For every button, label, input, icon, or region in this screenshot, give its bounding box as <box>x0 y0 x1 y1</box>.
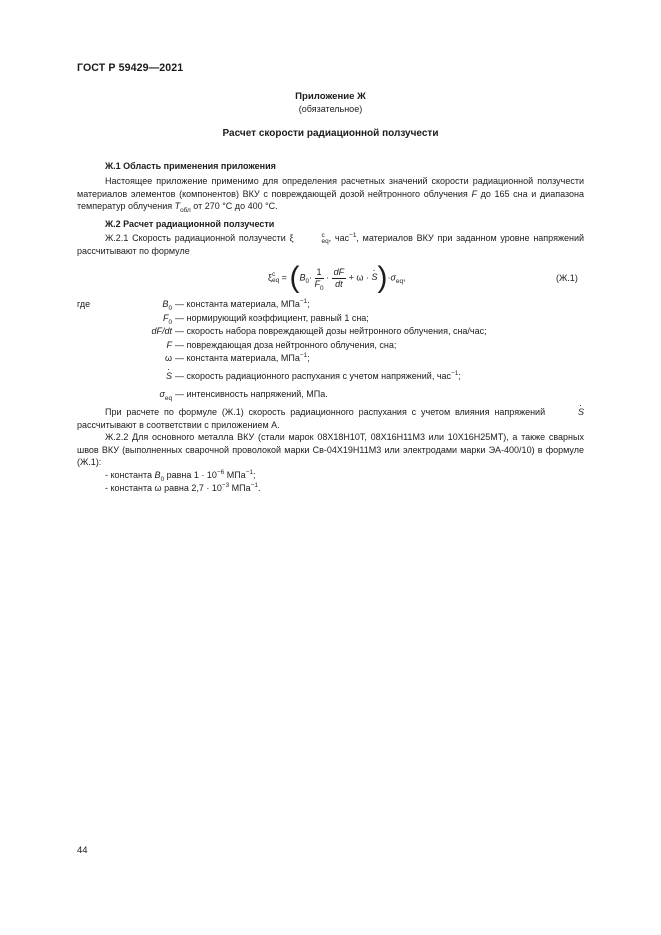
definition-symbol: · S <box>166 371 172 381</box>
definition-row <box>77 389 617 403</box>
definition-symbol: ω <box>164 353 172 364</box>
definition-row <box>77 299 617 313</box>
formula-zh1: ξ c eq = ($B_0\cdot$ $\frac{1}{F_0}$ · $\frac{dF}{dt}$ + ω · · $S)\cdot\sigma_{eq}$, <box>268 263 468 297</box>
document-code-header: ГОСТ Р 59429—2021 <box>77 62 184 74</box>
appendix-title: Расчет скорости радиационной ползучести <box>222 128 439 139</box>
appendix-name: Приложение Ж <box>295 91 366 102</box>
definition-description: — скорость радиационного распухания с учетом напряжений, час$^{-1}$; <box>175 369 461 381</box>
definition-row <box>77 367 617 389</box>
definition-description: — интенсивность напряжений, МПа. <box>175 388 328 399</box>
section-2-1-paragraph: Ж.2.1 Скорость радиационной ползучести ξ c eq , час$^{-1}$, материалов ВКУ при заданном уровне напряжений рассчитывают по формуле <box>77 232 585 256</box>
definition-description: — нормирующий коэффициент, равный 1 сна; <box>175 312 369 323</box>
definition-symbol: dF/dt <box>151 326 172 337</box>
definition-description: — скорость набора повреждающей дозы нейтронного облучения, сна/час; <box>175 326 487 337</box>
definition-row <box>77 340 617 354</box>
section-1-paragraph: Настоящее приложение применимо для определения расчетных значений скорости радиационной ползучести материалов элементов (компонентов) ВКУ с повреждающей дозой нейтронного облучения F до 165 сна и диапазона температур облучения $T_{обл}$ от 270 °С до 400 °С. <box>77 176 584 214</box>
definition-symbol: F <box>166 339 172 350</box>
definition-symbol: $F_0$ <box>162 312 172 326</box>
section-2-2-paragraph: Ж.2.2 Для основного металла ВКУ (стали марок 08Х18Н10Т, 08Х16Н11М3 или 10Х16Н25МТ), а также сварных швов ВКУ (выполненных сварочной проволокой марки Св-04Х19Н11М3 или электродами марки ЭА-400/10) в формуле (Ж.1): <box>77 432 584 468</box>
definition-row <box>77 313 617 327</box>
constant-b0-item: - константа $B_0$ равна $1 \cdot 10^{-6}$ МПа$^{-1}$; <box>105 469 256 483</box>
page-number: 44 <box>77 845 88 856</box>
section-2-heading: Ж.2 Расчет радиационной ползучести <box>105 219 275 229</box>
appendix-status: (обязательное) <box>298 104 363 114</box>
definition-row <box>77 326 617 340</box>
definition-description: — константа материала, МПа$^{-1}$; <box>175 298 310 309</box>
definition-symbol: $\sigma_{eq}$ <box>159 388 172 402</box>
definition-description: — константа материала, МПа$^{-1}$; <box>175 352 310 364</box>
definition-description: — повреждающая доза нейтронного облучения, сна; <box>175 339 397 350</box>
definition-symbol: $B_0$ <box>162 299 172 312</box>
formula-number: (Ж.1) <box>556 273 578 283</box>
where-word: где <box>77 299 91 309</box>
section-1-heading: Ж.1 Область применения приложения <box>105 161 276 171</box>
section-2-1-note-paragraph: При расчете по формуле (Ж.1) скорость радиационного распухания с учетом влияния напряжений · S рассчитывают в соответствии с приложением А. <box>77 406 584 431</box>
constant-omega-item: - константа ω равна $2,7 \cdot 10^{-3}$ МПа$^{-1}$. <box>105 482 261 493</box>
definition-row <box>77 353 617 367</box>
definitions-list <box>77 299 617 403</box>
